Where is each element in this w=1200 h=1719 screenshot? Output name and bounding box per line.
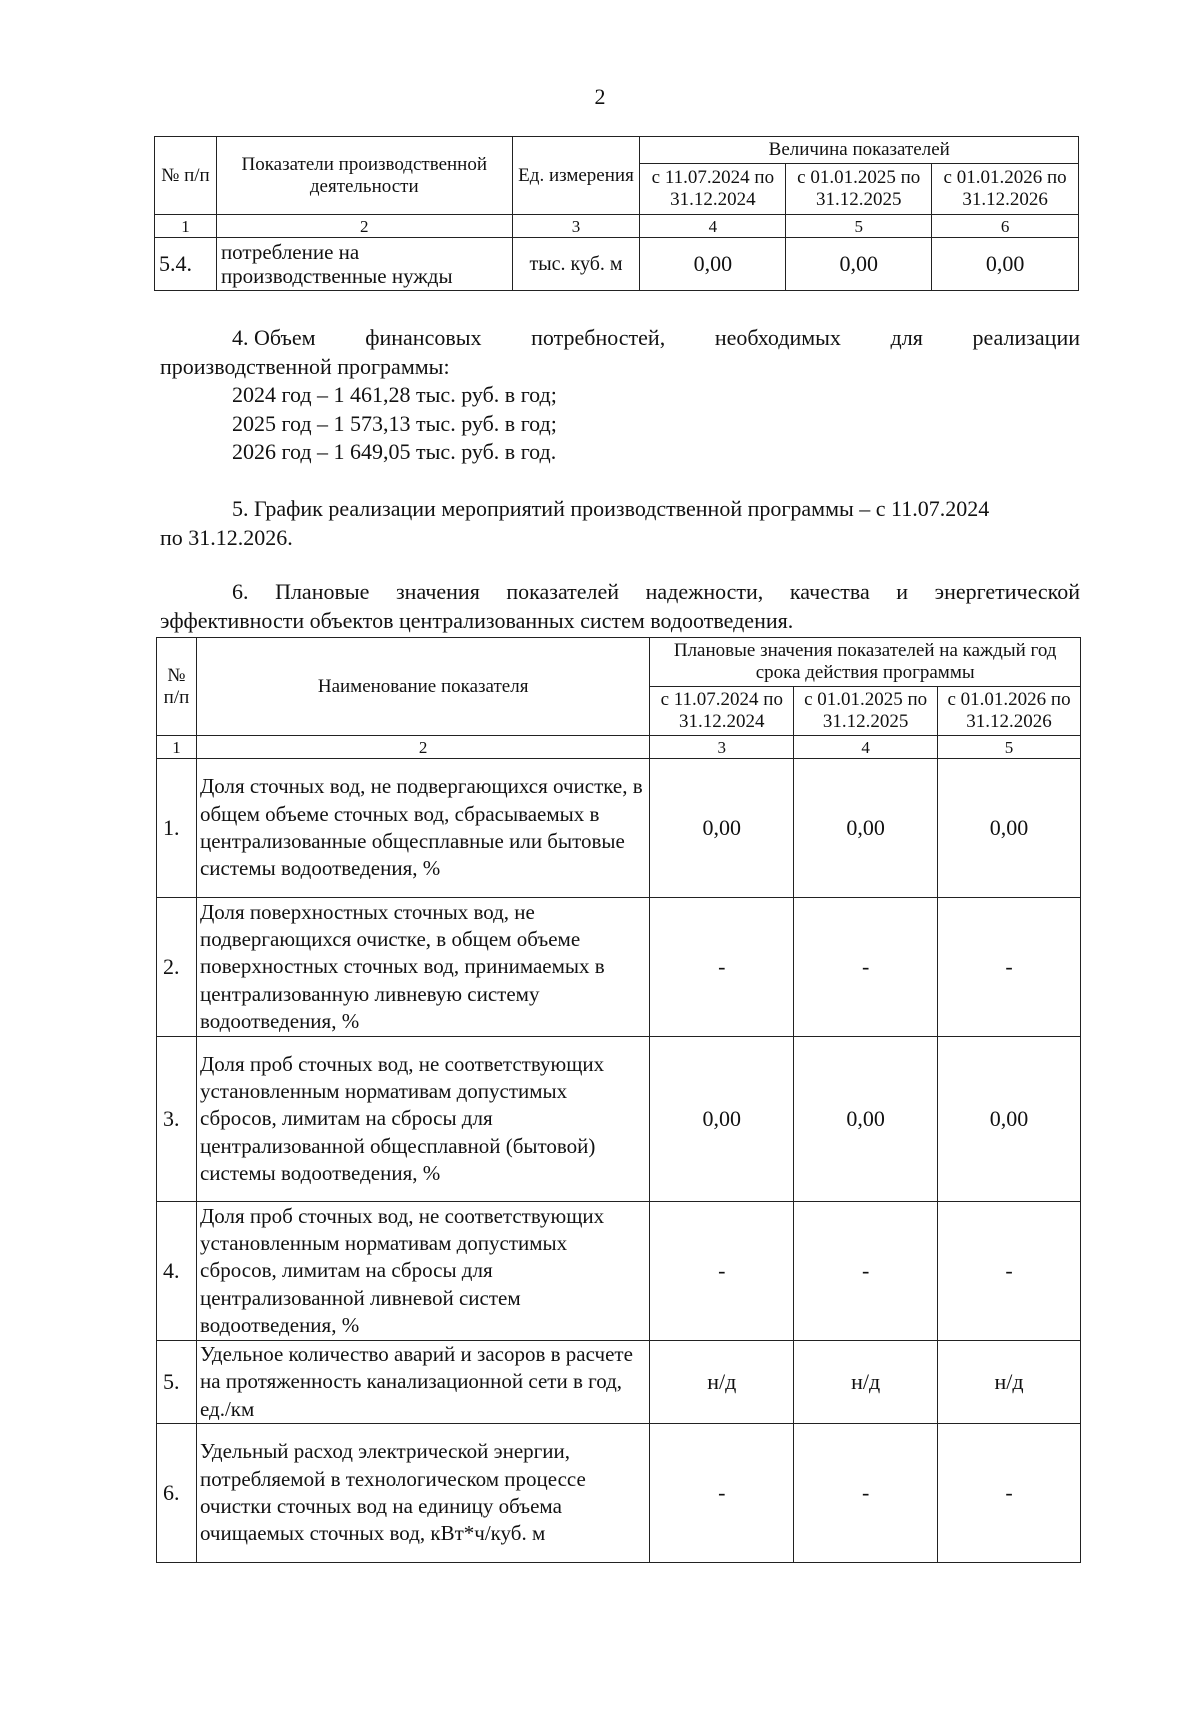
row-num: 6.	[157, 1424, 197, 1563]
budget-2026: 2026 год – 1 649,05 тыс. руб. в год.	[232, 439, 557, 465]
row-num: 1.	[157, 759, 197, 898]
index-cell: 5	[786, 215, 932, 238]
budget-2024: 2024 год – 1 461,28 тыс. руб. в год;	[232, 382, 557, 408]
row-value: 0,00	[640, 238, 786, 291]
row-name: Доля сточных вод, не подвергающихся очистке, в общем объеме сточных вод, сбрасываемых в централизованные общесплавные или бытовые системы водоотведения, %	[196, 759, 649, 898]
row-num: 5.	[157, 1341, 197, 1424]
production-indicators-table	[154, 136, 1079, 291]
table-row	[157, 1424, 1081, 1563]
header-period-1: с 11.07.2024 по 31.12.2024	[640, 164, 786, 215]
header-period-2: с 01.01.2025 по 31.12.2025	[786, 164, 932, 215]
budget-2025: 2025 год – 1 573,13 тыс. руб. в год;	[232, 410, 557, 436]
section-6-line-1: 6. Плановые значения показателей надежности, качества и энергетической	[232, 579, 1080, 604]
index-cell: 1	[157, 736, 197, 759]
row-name: Доля поверхностных сточных вод, не подвергающихся очистке, в общем объеме поверхностных сточных вод, принимаемых в централизованную ливневую систему водоотведения, %	[196, 898, 649, 1037]
table-row	[157, 1037, 1081, 1202]
header-period-3: с 01.01.2026 по 31.12.2026	[938, 687, 1081, 736]
table-row	[155, 238, 1079, 291]
header-values-group: Плановые значения показателей на каждый год срока действия программы	[650, 638, 1081, 687]
index-cell: 2	[216, 215, 512, 238]
row-value: 0,00	[938, 1037, 1081, 1202]
row-num: 4.	[157, 1202, 197, 1341]
row-value: -	[794, 1202, 938, 1341]
row-value: -	[650, 898, 794, 1037]
row-value: 0,00	[650, 759, 794, 898]
row-value: -	[938, 898, 1081, 1037]
header-period-3: с 01.01.2026 по 31.12.2026	[932, 164, 1079, 215]
row-value: 0,00	[794, 1037, 938, 1202]
row-name: Доля проб сточных вод, не соответствующих установленным нормативам допустимых сбросов, лимитам на сбросы для централизованной общесплавной (бытовой) системы водоотведения, %	[196, 1037, 649, 1202]
section-4-word: 4. Объем	[232, 325, 316, 350]
section-6-line-2: эффективности объектов централизованных систем водоотведения.	[160, 607, 794, 633]
row-num: 2.	[157, 898, 197, 1037]
row-num: 3.	[157, 1037, 197, 1202]
index-cell: 4	[640, 215, 786, 238]
header-num: № п/п	[157, 638, 197, 736]
section-4	[160, 324, 1080, 467]
header-num: № п/п	[155, 137, 217, 215]
row-value: -	[794, 898, 938, 1037]
section-4-word: необходимых	[714, 325, 841, 350]
row-num: 5.4.	[155, 238, 217, 291]
section-4-line-1	[160, 324, 1080, 353]
row-value: н/д	[794, 1341, 938, 1424]
section-4-line-2: производственной программы:	[160, 353, 450, 379]
index-cell: 6	[932, 215, 1079, 238]
table-row	[157, 1202, 1081, 1341]
table-row	[157, 1341, 1081, 1424]
row-value: -	[650, 1424, 794, 1563]
row-value: 0,00	[938, 759, 1081, 898]
row-value: -	[650, 1202, 794, 1341]
header-indicator: Показатели производственной деятельности	[216, 137, 512, 215]
section-6	[160, 578, 1080, 635]
index-cell: 4	[794, 736, 938, 759]
section-5-line-1: 5. График реализации мероприятий производственной программы – с 11.07.2024	[232, 496, 990, 521]
index-cell: 1	[155, 215, 217, 238]
index-cell: 2	[196, 736, 649, 759]
page-number: 2	[594, 84, 606, 109]
header-period-2: с 01.01.2025 по 31.12.2025	[794, 687, 938, 736]
section-4-word: финансовых	[365, 325, 482, 350]
row-value: 0,00	[794, 759, 938, 898]
index-cell: 3	[650, 736, 794, 759]
row-name: Доля проб сточных вод, не соответствующих установленным нормативам допустимых сбросов, лимитам на сбросы для централизованной ливневой систем водоотведения, %	[196, 1202, 649, 1341]
header-name: Наименование показателя	[196, 638, 649, 736]
index-cell: 5	[938, 736, 1081, 759]
section-5-line-2: по 31.12.2026.	[160, 524, 293, 550]
header-unit: Ед. измерения	[512, 137, 640, 215]
row-name: Удельный расход электрической энергии, потребляемой в технологическом процессе очистки сточных вод на единицу объема очищаемых сточных вод, кВт*ч/куб. м	[196, 1424, 649, 1563]
section-4-word: потребностей,	[531, 325, 666, 350]
index-cell: 3	[512, 215, 640, 238]
index-row	[157, 736, 1081, 759]
table-row	[157, 898, 1081, 1037]
row-unit: тыс. куб. м	[512, 238, 640, 291]
row-value: -	[938, 1424, 1081, 1563]
row-name: Удельное количество аварий и засоров в расчете на протяженность канализационной сети в год, ед./км	[196, 1341, 649, 1424]
row-name: потребление на производственные нужды	[216, 238, 512, 291]
row-value: -	[938, 1202, 1081, 1341]
row-value: н/д	[650, 1341, 794, 1424]
row-value: 0,00	[650, 1037, 794, 1202]
reliability-indicators-table	[156, 637, 1081, 1563]
section-4-word: реализации	[972, 325, 1080, 350]
table-row	[157, 759, 1081, 898]
row-value: 0,00	[932, 238, 1079, 291]
index-row	[155, 215, 1079, 238]
section-4-word: для	[890, 325, 923, 350]
row-value: 0,00	[786, 238, 932, 291]
row-value: н/д	[938, 1341, 1081, 1424]
header-period-1: с 11.07.2024 по 31.12.2024	[650, 687, 794, 736]
section-5	[160, 495, 1080, 552]
row-value: -	[794, 1424, 938, 1563]
header-values-group: Величина показателей	[640, 137, 1079, 164]
